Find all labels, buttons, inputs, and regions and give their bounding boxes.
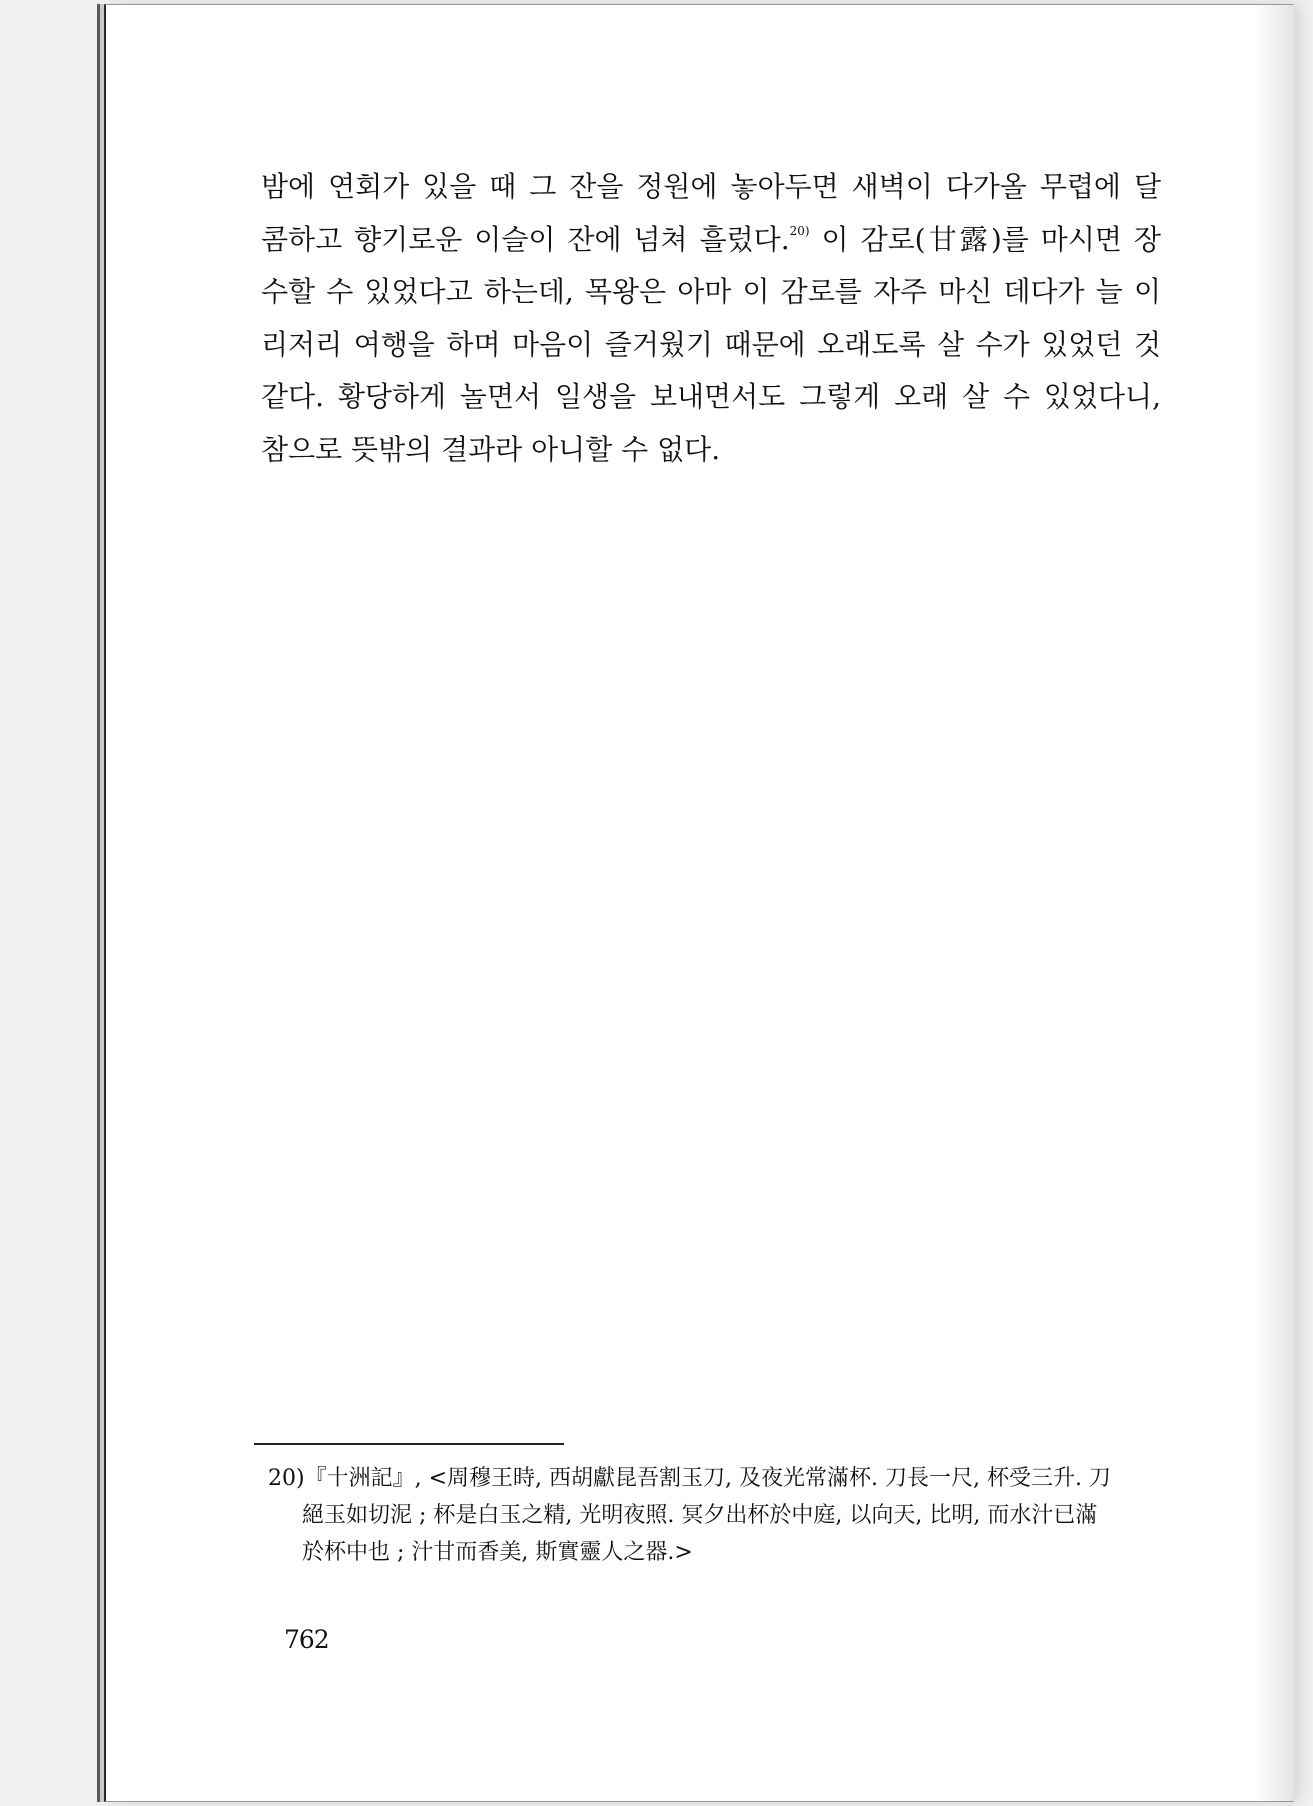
footnote-divider <box>254 1443 564 1445</box>
body-line: 수할 수 있었다고 하는데, 목왕은 아마 이 감로를 자주 마신 데다가 늘 이 <box>261 275 1161 308</box>
body-line-text: 이 감로(甘露)를 마시면 장 <box>809 222 1161 256</box>
footnote <box>268 1460 1168 1571</box>
body-line: 참으로 뜻밖의 결과라 아니할 수 없다. <box>261 432 721 466</box>
footnote-line: 絕玉如切泥 ; 杯是白玉之精, 光明夜照. 冥夕出杯於中庭, 以向天, 比明, 而水汁已滿 <box>302 1503 1098 1528</box>
footnote-line: 20)『十洲記』, <周穆王時, 西胡獻昆吾割玉刀, 及夜光常滿杯. 刀長一尺, 杯受三升. 刀 <box>268 1466 1111 1491</box>
footnote-line: 於杯中也 ; 汁甘而香美, 斯實靈人之器.> <box>302 1540 693 1565</box>
body-line: 리저리 여행을 하며 마음이 즐거웠기 때문에 오래도록 살 수가 있었던 것 <box>261 327 1161 361</box>
body-line: 같다. 황당하게 놀면서 일생을 보내면서도 그렇게 오래 살 수 있었다니, <box>261 380 1161 413</box>
body-line: 밤에 연회가 있을 때 그 잔을 정원에 놓아두면 새벽이 다가올 무렵에 달 <box>261 170 1161 203</box>
book-page <box>104 4 1294 1802</box>
footnote-reference[interactable]: 20) <box>789 223 810 238</box>
body-line-with-footnote <box>261 214 1161 267</box>
body-paragraph <box>261 161 1161 476</box>
body-line-text: 콤하고 향기로운 이슬이 잔에 넘쳐 흘렀다. <box>261 222 790 256</box>
page-number: 762 <box>284 1625 329 1654</box>
page-edge-shade <box>1254 5 1294 1801</box>
